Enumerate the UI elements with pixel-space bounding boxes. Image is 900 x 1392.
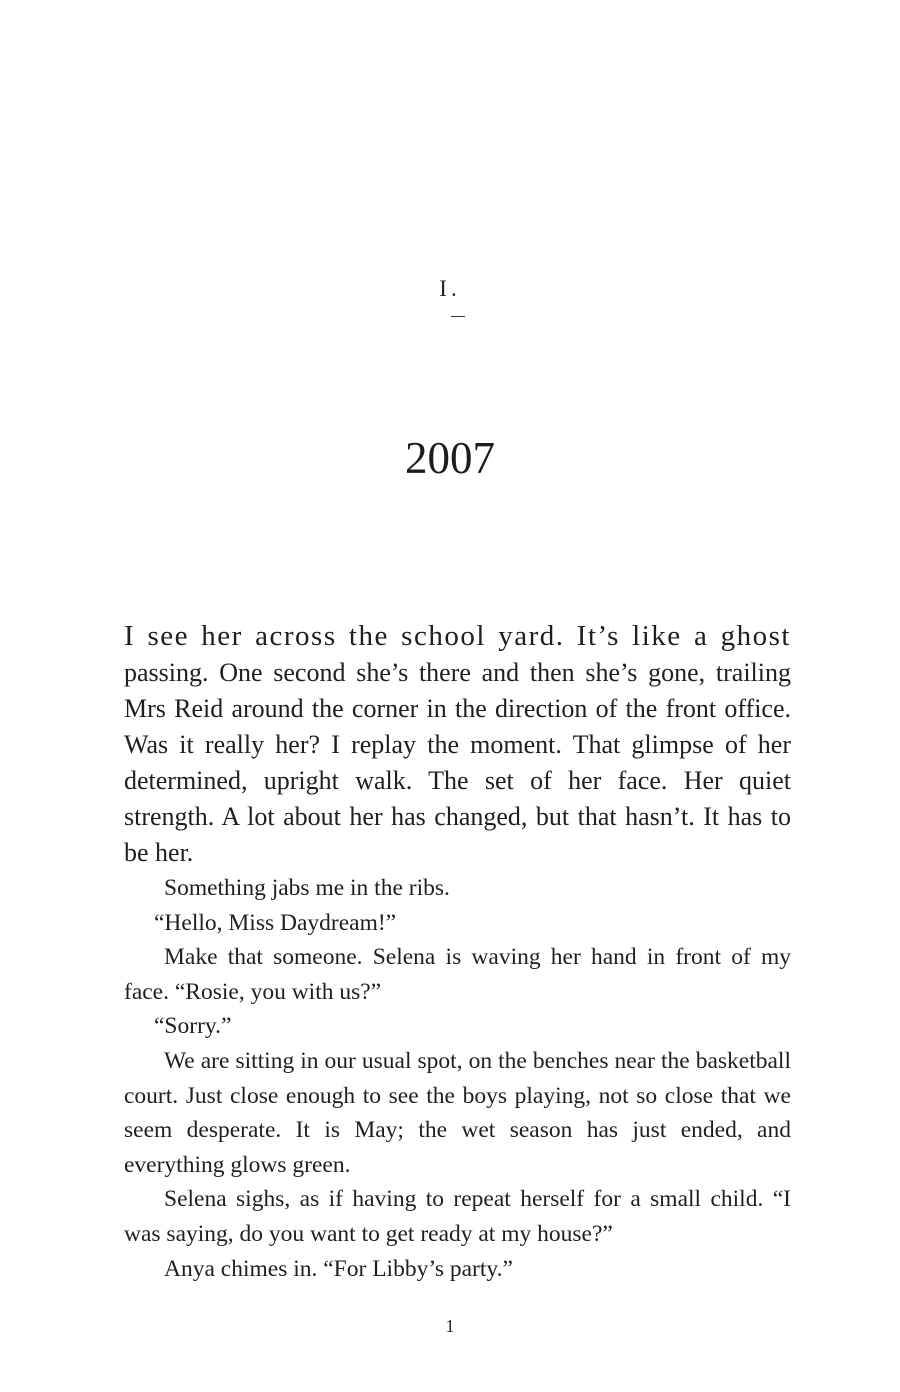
dialogue-paragraph: “Hello, Miss Daydream!” xyxy=(154,909,397,936)
paragraph: Anya chimes in. “For Libby’s party.” xyxy=(164,1255,513,1282)
paragraph: Something jabs me in the ribs. xyxy=(164,875,450,901)
chapter-title: 2007 xyxy=(405,433,495,483)
paragraph: We are sitting in our usual spot, on the benches near the basketball court. Just close enough to see the boys playing, not so close that we seem desperate. It is May; the wet season has just ended, and everything glows green. xyxy=(124,1047,791,1178)
opening-paragraph-text: passing. One second she’s there and then she’s gone, trailing Mrs Reid around the corner in the direction of the front office. Was it really her? I replay the moment. That glimpse of her determined, upright walk. The set of her face. Her quiet strength. A lot about her has changed, but that hasn’t. It has to be her. xyxy=(124,658,791,867)
opening-line: I see her across the school yard. It’s like a ghost xyxy=(124,620,791,652)
chapter-body xyxy=(124,618,791,1286)
part-divider-rule xyxy=(451,316,465,317)
paragraph: Make that someone. Selena is waving her hand in front of my face. “Rosie, you with us?” xyxy=(124,944,791,1005)
page-number: 1 xyxy=(445,1316,455,1336)
paragraph-opening xyxy=(124,618,791,871)
part-number: I. xyxy=(439,276,461,301)
dialogue-paragraph: “Sorry.” xyxy=(154,1013,232,1040)
paragraph: Selena sighs, as if having to repeat herself for a small child. “I was saying, do you want to get ready at my house?” xyxy=(124,1186,791,1247)
